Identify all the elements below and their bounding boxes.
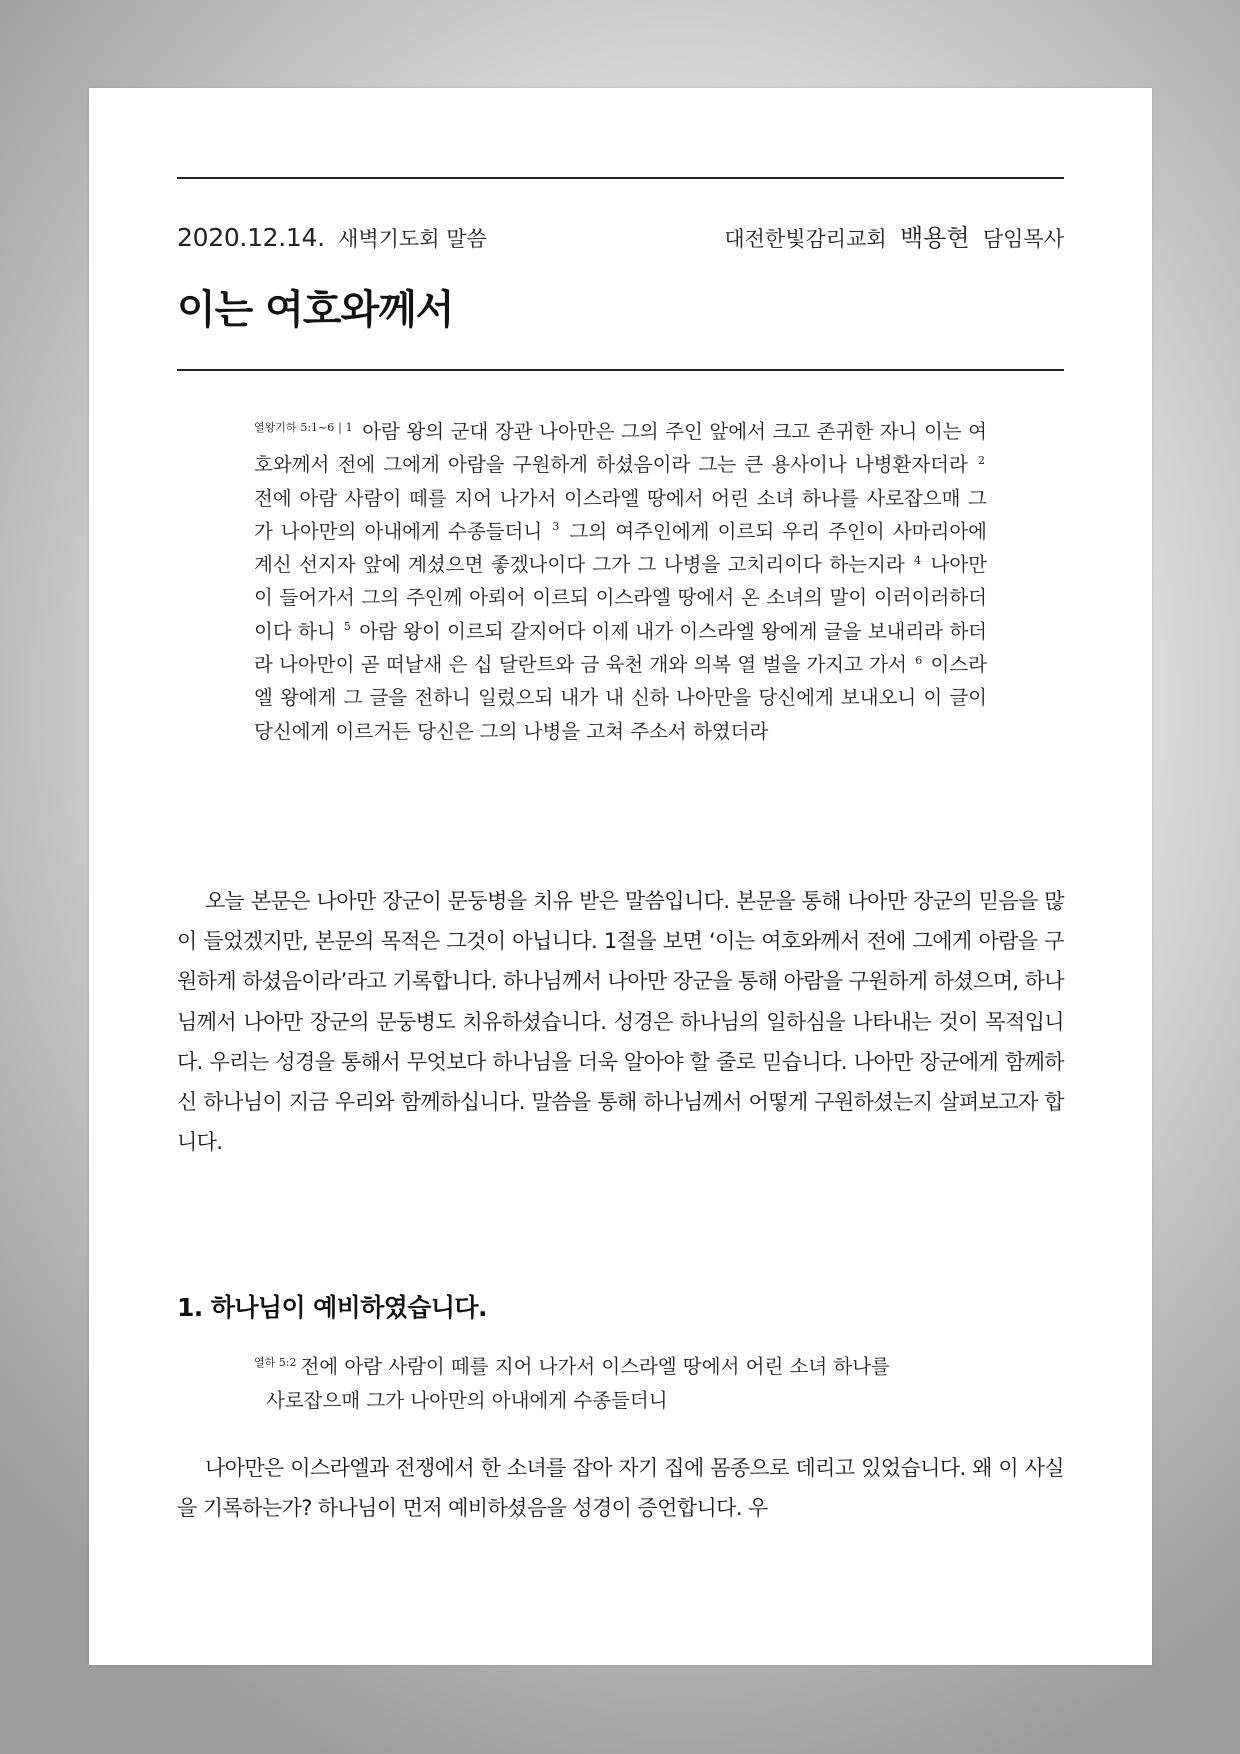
- verse-number: 3: [552, 520, 560, 534]
- document-page: [89, 88, 1152, 1665]
- verse-text: 아람 왕의 군대 장관 나아만은 그의 주인 앞에서 크고 존귀한 자니 이는 여호와께서 전에 그에게 아람을 구원하게 하셨음이라 그는 큰 용사이나 나병환자더라: [254, 420, 987, 477]
- sermon-title: 이는 여호와께서: [177, 287, 454, 333]
- scripture-quote: [254, 1350, 994, 1418]
- pastor-title: 담임목사: [982, 227, 1064, 251]
- preacher-info: [724, 218, 1064, 253]
- header-bottom-rule: [177, 369, 1064, 371]
- verse-number: 2: [978, 453, 985, 467]
- intro-paragraph: [177, 881, 1064, 1162]
- section-paragraph-text: 나아만은 이스라엘과 전쟁에서 한 소녀를 잡아 자기 집에 몸종으로 데리고 있었습니다. 왜 이 사실을 기록하는가? 하나님이 먼저 예비하셨음을 성경이 증언합니다. 우: [177, 1456, 1064, 1521]
- verse-number: 6: [915, 653, 923, 667]
- verse-number: 4: [914, 553, 922, 567]
- header-top-rule: [177, 177, 1064, 179]
- verse-text: 이스라엘 왕에게 그 글을 전하니 일렀으되 내가 내 신하 나아만을 당신에게 보내오니 이 글이 당신에게 이르거든 당신은 그의 나병을 고쳐 주소서 하였더라: [254, 653, 988, 743]
- scripture-reference: 열왕기하 5:1~6 | 1: [254, 420, 353, 434]
- sermon-header: [177, 218, 1064, 253]
- verse-text: 그의 여주인에게 이르되 우리 주인이 사마리아에 계신 선지자 앞에 계셨으면 좋겠나이다 그가 그 나병을 고치리이다 하는지라: [254, 519, 987, 577]
- section-heading: 1. 하나님이 예비하였습니다.: [177, 1293, 487, 1322]
- pastor-name: 백용현: [899, 224, 970, 252]
- church-name: 대전한빛감리교회: [724, 227, 887, 251]
- quote-reference: 열하 5:2: [254, 1355, 297, 1369]
- verse-text: 전에 아람 사람이 떼를 지어 나가서 이스라엘 땅에서 어린 소녀 하나를 사로잡으매 그가 나아만의 아내에게 수종들더니: [254, 486, 987, 543]
- intro-paragraph-text: 오늘 본문은 나아만 장군이 문둥병을 치유 받은 말씀입니다. 본문을 통해 나아만 장군의 믿음을 많이 들었겠지만, 본문의 목적은 그것이 아닙니다. 1절을 보면 ‘이는 여호와께서 전에 그에게 아람을 구원하게 하셨음이라’라고 기록합니다. 하나님께서 나아만 장군을 통해 아람을 구원하게 하셨으며, 하나님께서 나아만 장군의 문둥병도 치유하셨습니다. 성경은 하나님의 일하심을 나타내는 것이 목적입니다. 우리는 성경을 통해서 무엇보다 하나님을 더욱 알아야 할 줄로 믿습니다. 나아만 장군에게 함께하신 하나님이 지금 우리와 함께하십니다. 말씀을 통해 하나님께서 어떻게 구원하셨는지 살펴보고자 합니다.: [177, 889, 1064, 1155]
- quote-line: 전에 아람 사람이 떼를 지어 나가서 이스라엘 땅에서 어린 소녀 하나를: [300, 1355, 890, 1378]
- verse-text: 나아만이 들어가서 그의 주인께 아뢰어 이르되 이스라엘 땅에서 온 소녀의 말이 이러이러하더이다 하니: [254, 553, 988, 643]
- service-name: 새벽기도회 말씀: [338, 227, 487, 251]
- verse-number: 5: [343, 620, 351, 634]
- sermon-date: 2020.12.14.: [177, 223, 325, 252]
- service-info: [177, 223, 487, 253]
- scripture-passage: [254, 415, 987, 748]
- section-paragraph: [177, 1448, 1064, 1528]
- verse-text: 아람 왕이 이르되 갈지어다 이제 내가 이스라엘 왕에게 글을 보내리라 하더라 나아만이 곧 떠날새 은 십 달란트와 금 육천 개와 의복 열 벌을 가지고 가서: [254, 619, 988, 677]
- quote-line: 사로잡으매 그가 나아만의 아내에게 수종들더니: [266, 1389, 668, 1412]
